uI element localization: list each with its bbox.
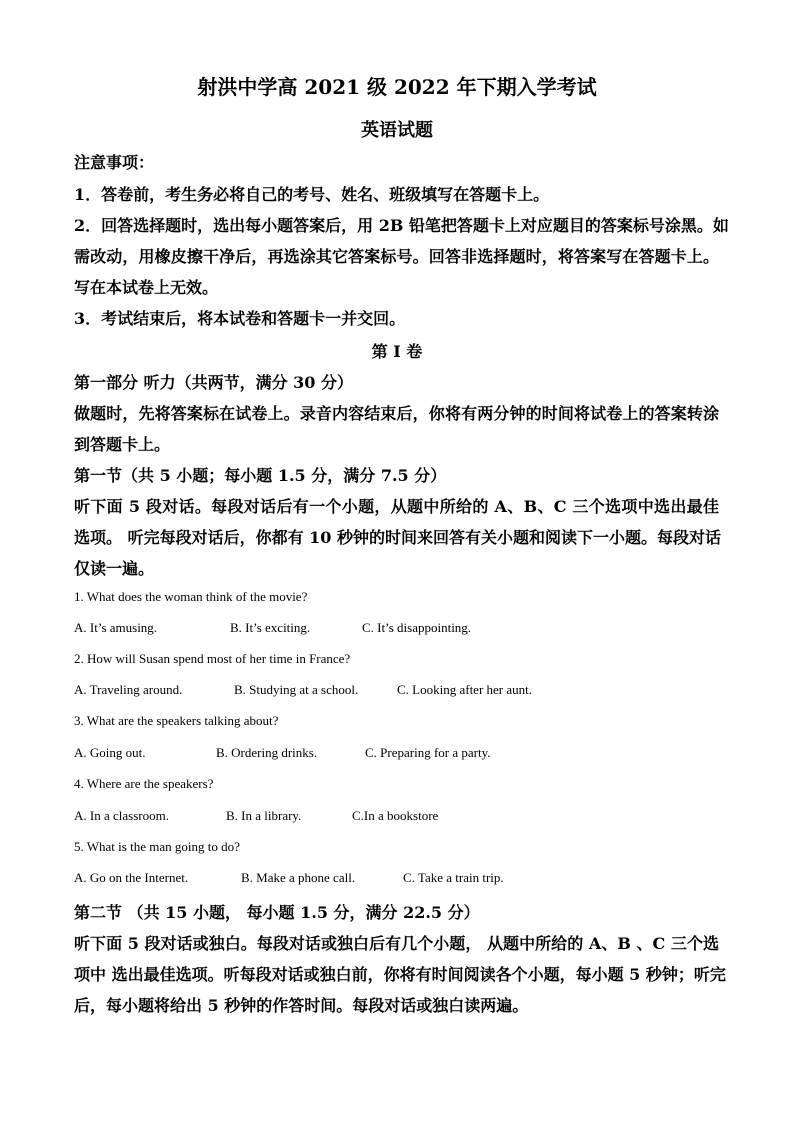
question-2: 2. How will Susan spend most of her time in France? (74, 651, 351, 666)
question-5-option-c: C. Take a train trip. (403, 870, 504, 885)
question-4-option-c: C.In a bookstore (352, 808, 439, 823)
section2-instruction-line-1: 听下面 5 段对话或独白。每段对话或独白后有几个小题， 从题中所给的 A、B 、C 三个选 (74, 934, 719, 953)
question-2-option-c: C. Looking after her aunt. (397, 682, 533, 697)
question-5: 5. What is the man going to do? (74, 839, 240, 854)
question-4: 4. Where are the speakers? (74, 776, 214, 791)
question-4-option-a: A. In a classroom. (74, 808, 169, 823)
question-2-option-b: B. Studying at a school. (234, 682, 359, 697)
volume-label: 第 I 卷 (371, 342, 423, 361)
question-5-option-b: B. Make a phone call. (241, 870, 356, 885)
question-4-option-b: B. In a library. (226, 808, 302, 823)
question-3-option-a: A. Going out. (74, 745, 146, 760)
question-3: 3. What are the speakers talking about? (74, 713, 279, 728)
part1-instruction-line-1: 做题时，先将答案标在试卷上。录音内容结束后，你将有两分钟的时间将试卷上的答案转涂 (74, 404, 719, 423)
question-3-option-b: B. Ordering drinks. (216, 745, 318, 760)
notice-item-1: 1．答卷前，考生务必将自己的考号、姓名、班级填写在答题卡上。 (74, 185, 550, 204)
question-1-option-c: C. It’s disappointing. (362, 620, 472, 635)
question-1-option-b: B. It’s exciting. (230, 620, 311, 635)
question-3-option-c: C. Preparing for a party. (365, 745, 491, 760)
section2-heading: 第二节 （共 15 小题， 每小题 1.5 分，满分 22.5 分） (74, 903, 480, 922)
section2-instruction-line-3: 后，每小题将给出 5 秒钟的作答时间。每段对话或独白读两遍。 (74, 996, 529, 1015)
section1-instruction-line-2: 选项。 听完每段对话后，你都有 10 秒钟的时间来回答有关小题和阅读下一小题。每段对话 (74, 528, 721, 547)
notice-item-2-line-1: 2．回答选择题时，选出每小题答案后，用 2B 铅笔把答题卡上对应题目的答案标号涂黑。如 (74, 216, 729, 235)
question-5-option-a: A. Go on the Internet. (74, 870, 189, 885)
notice-item-2-line-2: 需改动，用橡皮擦干净后，再选涂其它答案标号。回答非选择题时，将答案写在答题卡上。 (74, 247, 719, 266)
section1-instruction-line-3: 仅读一遍。 (74, 559, 155, 578)
notice-item-3: 3．考试结束后，将本试卷和答题卡一并交回。 (74, 309, 406, 328)
section1-instruction-line-1: 听下面 5 段对话。每段对话后有一个小题，从题中所给的 A、B、C 三个选项中选出最佳 (74, 497, 719, 516)
exam-subtitle: 英语试题 (361, 120, 433, 141)
question-2-option-a: A. Traveling around. (74, 682, 183, 697)
question-1: 1. What does the woman think of the movie? (74, 589, 308, 604)
question-1-option-a: A. It’s amusing. (74, 620, 158, 635)
exam-title: 射洪中学高 2021 级 2022 年下期入学考试 (197, 75, 597, 99)
section2-instruction-line-2: 项中 选出最佳选项。听每段对话或独白前，你将有时间阅读各个小题，每小题 5 秒钟；听完 (74, 965, 726, 984)
notice-heading: 注意事项： (74, 153, 155, 172)
section1-heading: 第一节（共 5 小题；每小题 1.5 分，满分 7.5 分） (74, 466, 447, 485)
part1-instruction-line-2: 到答题卡上。 (74, 435, 171, 454)
part1-heading: 第一部分 听力（共两节，满分 30 分） (74, 373, 353, 392)
notice-item-2-line-3: 写在本试卷上无效。 (74, 278, 219, 297)
